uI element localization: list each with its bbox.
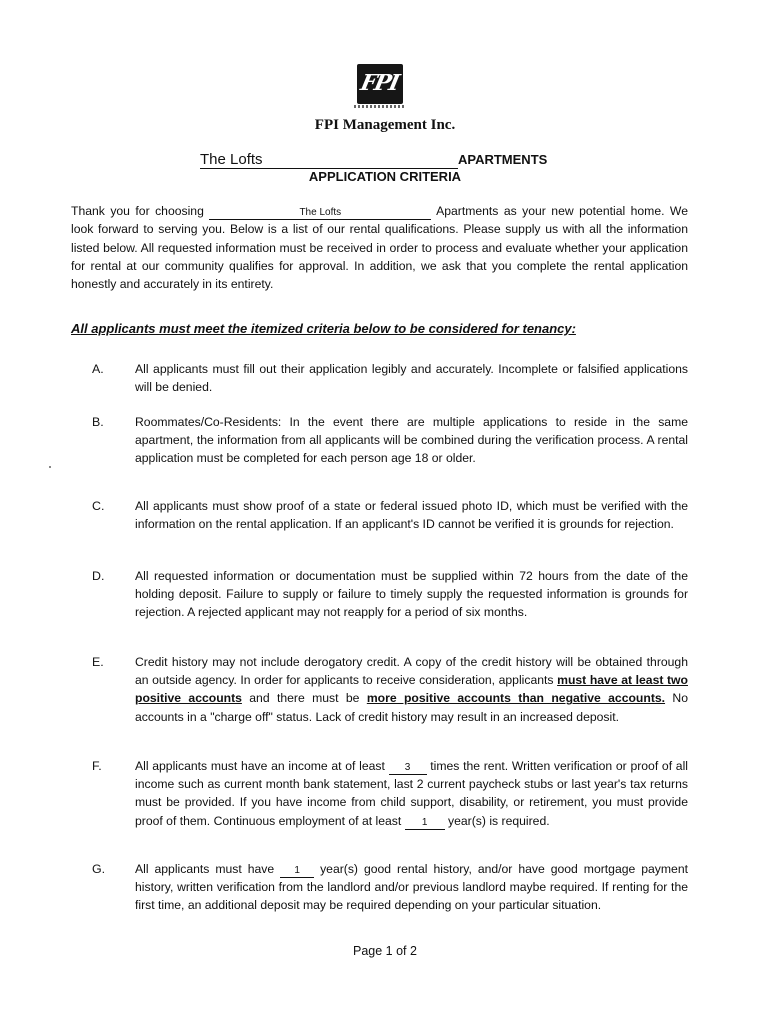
item-letter: A. <box>92 362 104 376</box>
property-name: The Lofts <box>200 151 263 168</box>
item-e-text-3: No accounts in a "charge off" status. Lack of credit history may result in an increased deposit. <box>135 691 688 724</box>
property-title-line <box>200 151 580 171</box>
item-g-text-2: year(s) good rental history, and/or have good mortgage payment history, written verification from the landlord and/or previous landlord maybe required. If renting for the first time, an additional deposit may be required depending on your particular situation. <box>135 862 688 913</box>
item-f-text-3: year(s) is required. <box>444 813 550 828</box>
item-text: All applicants must show proof of a state or federal issued photo ID, which must be verified with the information on the rental application. If an applicant's ID cannot be verified it is grounds for rejection. <box>135 499 688 532</box>
item-text <box>135 757 688 830</box>
item-text: All requested information or documentation must be supplied within 72 hours from the date of the holding deposit. Failure to supply or failure to timely supply the requested information is grounds for rejection. A rejected applicant may not reapply for a period of six months. <box>135 569 688 620</box>
item-letter: D. <box>92 569 105 583</box>
item-text: Roommates/Co-Residents: In the event there are multiple applications to reside in the same apartment, the information from all applicants will be combined during the verification process. A rental application must be completed for each person age 18 or older. <box>135 415 688 466</box>
intro-paragraph <box>71 202 688 293</box>
item-g-text-1: All applicants must have <box>135 862 281 876</box>
scan-mark <box>49 466 51 468</box>
criteria-title: APPLICATION CRITERIA <box>308 169 462 184</box>
intro-text-end: Apartments as your new potential home. We look forward to serving you. Below is a list of our rental qualifications. Please supply us with all the information listed below. All requested information must be received in order to process and evaluate whether your application for rental at our community qualifies for approval. In addition, we ask that you complete the rental application honestly and accurately in its entirety. <box>71 204 688 292</box>
page-number: Page 1 of 2 <box>353 944 417 958</box>
item-letter: C. <box>92 499 105 513</box>
criteria-heading: All applicants must meet the itemized criteria below to be considered for tenancy: <box>71 321 576 336</box>
item-f-text-2: times the rent. Written verification or proof of all income such as current month bank statement, last 2 current paycheck stubs or last year's tax returns must be provided. If you have income from child support, disability, or retirement, you must provide proof of them. Continuous employment of at least <box>135 759 688 828</box>
item-text <box>135 653 688 726</box>
apartments-label: APARTMENTS <box>458 152 548 167</box>
logo-underline-decoration <box>354 105 406 108</box>
item-letter: G. <box>92 862 106 876</box>
item-text: All applicants must fill out their application legibly and accurately. Incomplete or falsified applications will be denied. <box>135 362 688 395</box>
item-e-text-2: and there must be <box>241 691 367 706</box>
item-letter: F. <box>92 759 102 773</box>
item-e-positive-accounts: must have at least two positive accounts <box>135 673 688 706</box>
company-logo <box>357 64 403 104</box>
intro-text-start: Thank you for choosing <box>71 204 210 218</box>
employment-years-fill: 1 <box>405 816 445 830</box>
item-e-more-positive: more positive accounts than negative accounts. <box>366 691 666 706</box>
item-text <box>135 860 688 915</box>
item-letter: B. <box>92 415 104 429</box>
company-name: FPI Management Inc. <box>314 117 456 133</box>
intro-property-fill: The Lofts <box>209 206 431 220</box>
item-letter: E. <box>92 655 104 669</box>
item-e-text-1: Credit history may not include derogatory credit. A copy of the credit history will be obtained through an outside agency. In order for applicants to receive consideration, applicants <box>135 655 688 688</box>
rental-history-years-fill: 1 <box>280 864 314 878</box>
logo-text: FPI <box>358 70 401 96</box>
item-f-text-1: All applicants must have an income at of least <box>135 759 389 773</box>
income-multiple-fill: 3 <box>389 761 427 775</box>
